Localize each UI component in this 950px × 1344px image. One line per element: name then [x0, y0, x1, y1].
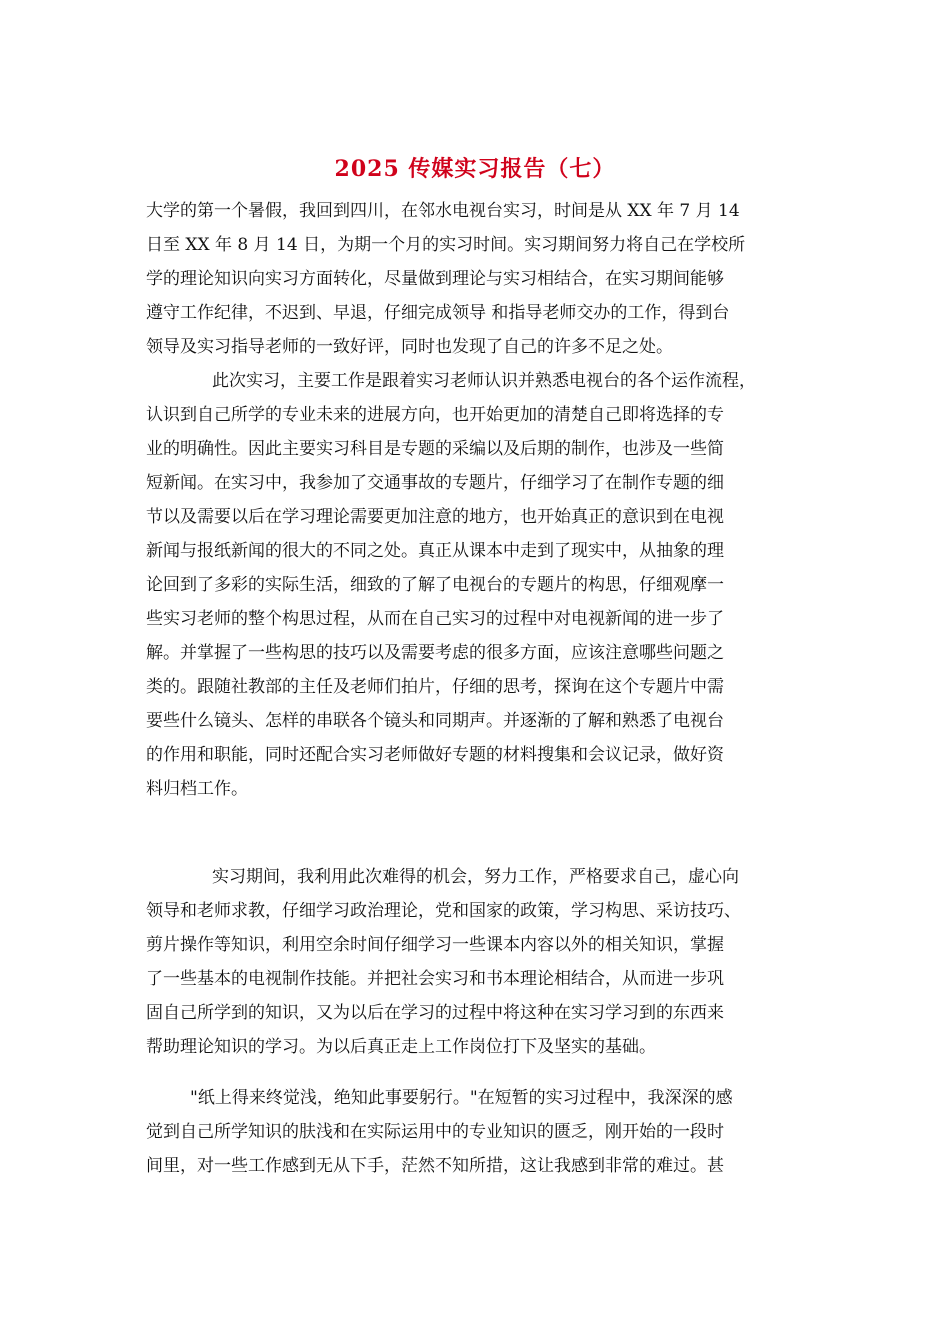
text-line: 领导及实习指导老师的一致好评，同时也发现了自己的许多不足之处。 — [146, 337, 673, 357]
text-line: 大学的第一个暑假，我回到四川，在邻水电视台实习，时间是从 XX 年 7 月 14 — [146, 201, 740, 221]
text-line: 节以及需要以后在学习理论需要更加注意的地方，也开始真正的意识到在电视 — [146, 507, 724, 527]
text-line: 论回到了多彩的实际生活，细致的了解了电视台的专题片的构思，仔细观摩一 — [146, 575, 724, 595]
text-line: 要些什么镜头、怎样的串联各个镜头和同期声。并逐渐的了解和熟悉了电视台 — [146, 711, 724, 731]
text-line: 领导和老师求教，仔细学习政治理论，党和国家的政策，学习构思、采访技巧、 — [146, 901, 741, 921]
text-line: 固自己所学到的知识，又为以后在学习的过程中将这种在实习学习到的东西来 — [146, 1003, 724, 1023]
text-line: 些实习老师的整个构思过程，从而在自己实习的过程中对电视新闻的进一步了 — [146, 609, 724, 629]
text-line: 觉到自己所学知识的肤浅和在实际运用中的专业知识的匮乏，刚开始的一段时 — [146, 1122, 724, 1142]
text-line: 学的理论知识向实习方面转化，尽量做到理论与实习相结合，在实习期间能够 — [146, 269, 724, 289]
text-line: 间里，对一些工作感到无从下手，茫然不知所措，这让我感到非常的难过。甚 — [146, 1156, 724, 1176]
text-line: 遵守工作纪律，不迟到、早退，仔细完成领导 和指导老师交办的工作，得到台 — [146, 303, 730, 323]
text-line: 认识到自己所学的专业未来的进展方向，也开始更加的清楚自己即将选择的专 — [146, 405, 724, 425]
text-line: 此次实习，主要工作是跟着实习老师认识并熟悉电视台的各个运作流程， — [212, 371, 756, 391]
document-title: 2025 传媒实习报告（七） — [334, 156, 616, 182]
text-line: 类的。跟随社教部的主任及老师们拍片，仔细的思考，探询在这个专题片中需 — [146, 677, 724, 697]
text-line: 剪片操作等知识，利用空余时间仔细学习一些课本内容以外的相关知识，掌握 — [146, 935, 724, 955]
text-line: 日至 XX 年 8 月 14 日，为期一个月的实习时间。实习期间努力将自己在学校所 — [146, 235, 746, 255]
text-line: 料归档工作。 — [146, 779, 248, 799]
text-line: 业的明确性。因此主要实习科目是专题的采编以及后期的制作，也涉及一些简 — [146, 439, 724, 459]
text-line: 的作用和职能，同时还配合实习老师做好专题的材料搜集和会议记录，做好资 — [146, 745, 724, 765]
text-line: "纸上得来终觉浅，绝知此事要躬行。"在短暂的实习过程中，我深深的感 — [190, 1088, 733, 1108]
text-line: 实习期间，我利用此次难得的机会，努力工作，严格要求自己，虚心向 — [212, 867, 739, 887]
text-line: 短新闻。在实习中，我参加了交通事故的专题片，仔细学习了在制作专题的细 — [146, 473, 724, 493]
text-line: 帮助理论知识的学习。为以后真正走上工作岗位打下及坚实的基础。 — [146, 1037, 656, 1057]
text-line: 解。并掌握了一些构思的技巧以及需要考虑的很多方面，应该注意哪些问题之 — [146, 643, 724, 663]
text-line: 新闻与报纸新闻的很大的不同之处。真正从课本中走到了现实中，从抽象的理 — [146, 541, 724, 561]
text-line: 了一些基本的电视制作技能。并把社会实习和书本理论相结合，从而进一步巩 — [146, 969, 724, 989]
